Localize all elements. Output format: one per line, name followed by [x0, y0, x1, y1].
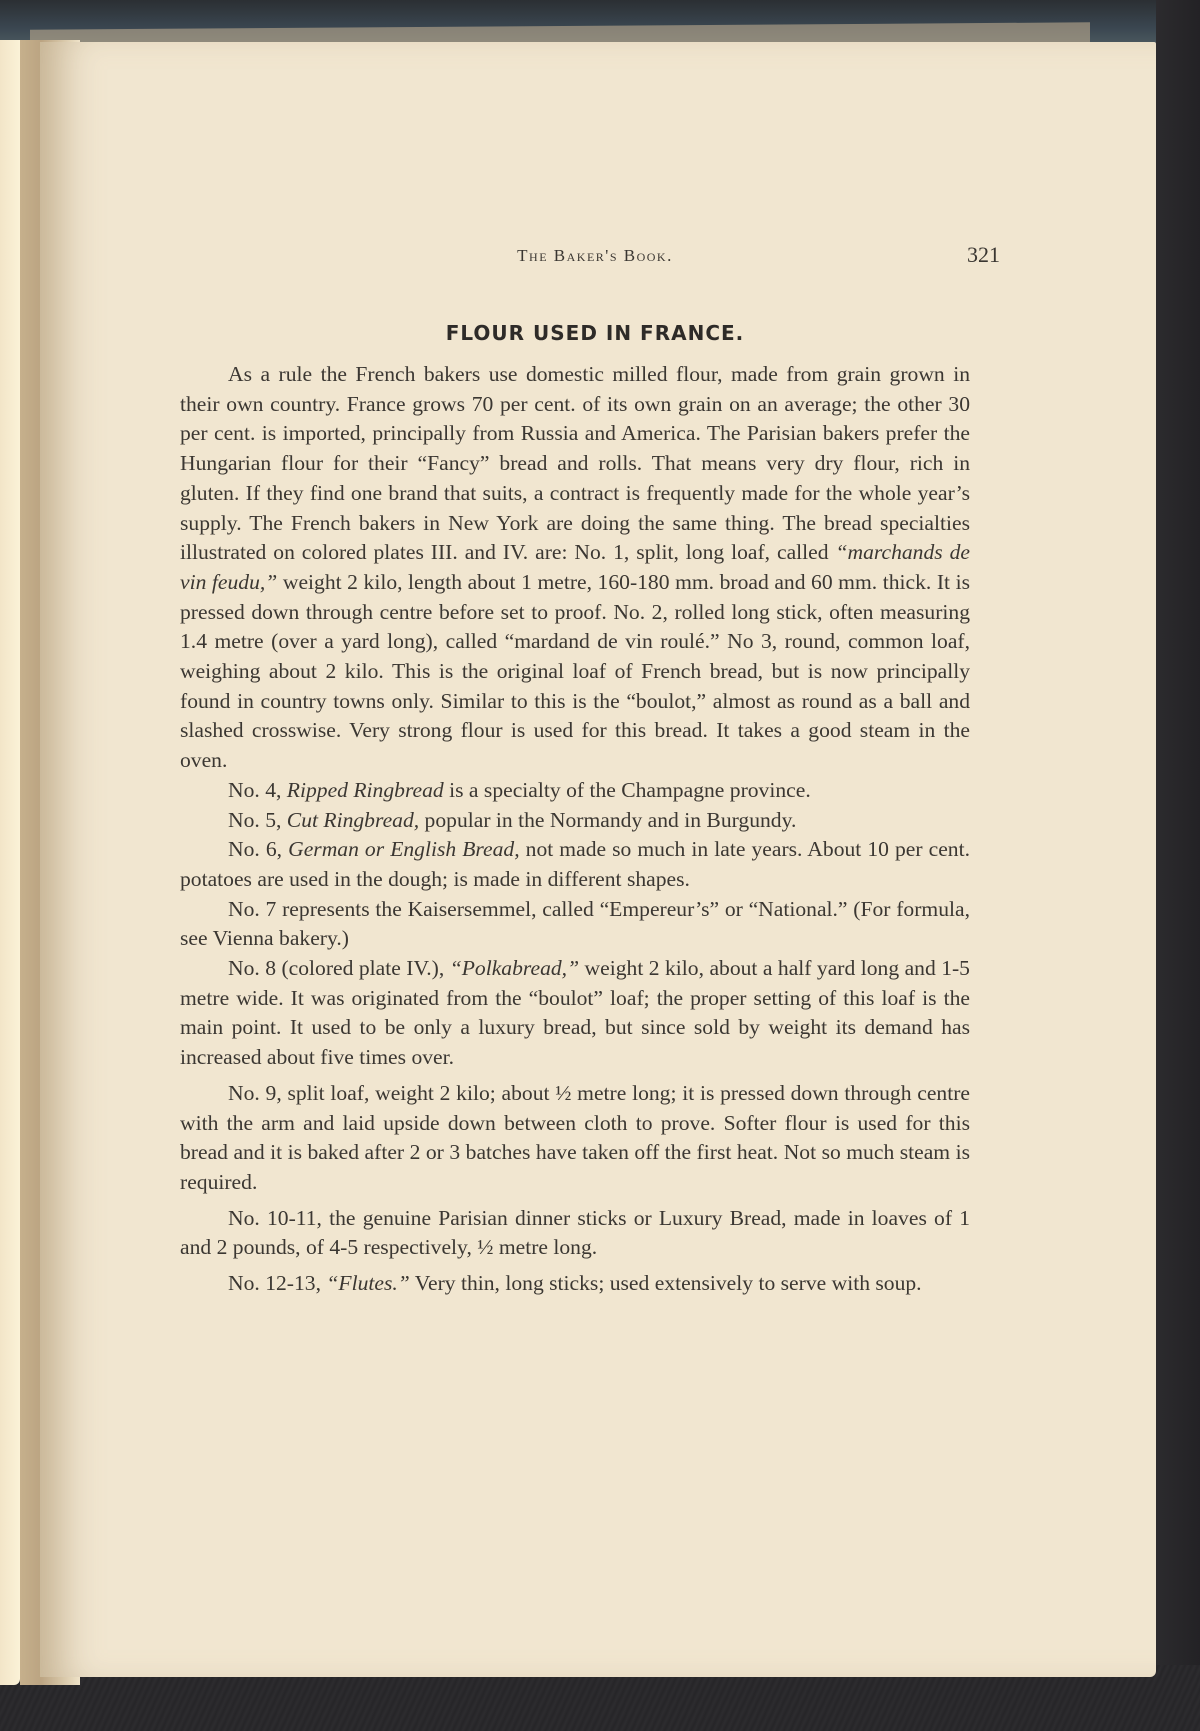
italic-term: “Flutes.”	[326, 1271, 410, 1296]
paragraph-no8	[180, 954, 970, 1073]
text-run: weight 2 kilo, length about 1 metre, 160-180 mm. broad and 60 mm. thick. It is pressed down through centre before set to proof. No. 2, rolled long stick, often measuring 1.4 metre (over a yard long), called “mardand de vin roulé.” No 3, round, common loaf, weighing about 2 kilo. This is the original loaf of French bread, but is now principally found in country towns only. Similar to this is the “boulot,” almost as round as a ball and slashed crosswise. Very strong flour is used for this bread. It takes a good steam in the oven.	[180, 569, 970, 773]
body-text	[180, 360, 970, 1299]
italic-term: German or English Bread,	[288, 837, 520, 862]
page-number: 321	[967, 242, 1000, 267]
previous-page-edge	[0, 40, 20, 1685]
paragraph-no10-11	[180, 1204, 970, 1263]
text-run: No. 9, split loaf, weight 2 kilo; about ½ metre long; it is pressed down through centre with the arm and laid upside down between cloth to prove. Softer flour is used for this bread and it is baked after 2 or 3 batches have taken off the first heat. Not so much steam is required.	[180, 1080, 970, 1194]
text-run: No. 8 (colored plate IV.),	[228, 956, 450, 981]
text-run: Very thin, long sticks; used extensively to serve with soup.	[409, 1271, 922, 1296]
paragraph-intro	[180, 360, 970, 776]
running-title: The Baker's Book.	[517, 246, 673, 265]
text-run: As a rule the French bakers use domestic milled flour, made from grain grown in their own country. France grows 70 per cent. of its own grain on an average; the other 30 per cent. is imported, principally from Russia and America. The Parisian bakers prefer the Hungarian flour for their “Fancy” bread and rolls. That means very dry flour, rich in gluten. If they find one brand that suits, a contract is frequently made for the whole year’s supply. The French bakers in New York are doing the same thing. The bread specialties illustrated on colored plates III. and IV. are: No. 1, split, long loaf, called	[180, 362, 970, 565]
italic-term: “Polkabread,”	[449, 956, 580, 981]
paragraph-no4	[180, 776, 970, 806]
text-run: weight 2 kilo, about a half yard long and 1-5 metre wide. It was originated from the “boulot” loaf; the proper setting of this loaf is the main point. It used to be only a luxury bread, but since sold by weight its demand has increased about five times over.	[180, 956, 970, 1070]
text-run: No. 10-11, the genuine Parisian dinner sticks or Luxury Bread, made in loaves of 1 and 2 pounds, of 4-5 respectively, ½ metre long.	[180, 1205, 970, 1260]
text-run: No. 5,	[228, 807, 287, 832]
italic-term: Ripped Ringbread	[286, 777, 444, 802]
paragraph-no12-13	[180, 1269, 970, 1299]
paragraph-no7	[180, 895, 970, 954]
paragraph-no9	[180, 1079, 970, 1198]
text-run: not made so much in late years. About 10 per cent. potatoes are used in the dough; is made in different shapes.	[180, 837, 970, 891]
book-page	[40, 42, 1156, 1677]
book-cover-right	[1156, 0, 1200, 1731]
text-run: No. 12-13,	[228, 1271, 327, 1296]
text-run: is a specialty of the Champagne province.	[443, 777, 811, 802]
text-run: No. 4,	[228, 777, 287, 802]
italic-term: Cut Ringbread,	[286, 807, 420, 832]
paragraph-no5	[180, 806, 970, 836]
text-run: No. 7 represents the Kaisersemmel, called “Empereur’s” or “National.” (For formula, see Vienna bakery.)	[180, 896, 970, 951]
text-run: No. 6,	[228, 837, 289, 862]
section-title: FLOUR USED IN FRANCE.	[445, 321, 745, 345]
paragraph-no6	[180, 835, 970, 894]
italic-term: “marchands de vin feudu,”	[180, 540, 970, 594]
running-head	[180, 242, 1010, 270]
text-run: popular in the Normandy and in Burgundy.	[419, 807, 797, 832]
